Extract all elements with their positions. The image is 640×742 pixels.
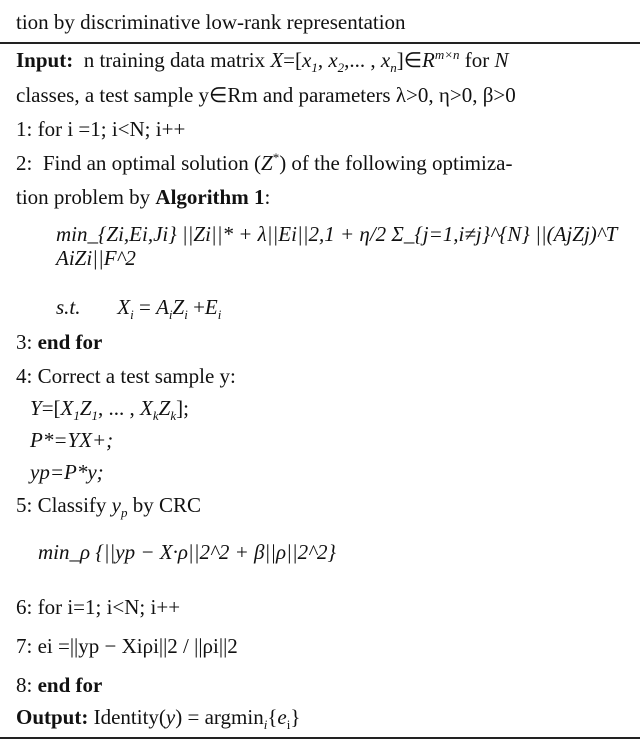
- objective-equation: min_{Zi,Ei,Ji} ||Zi||* + λ||Ei||2,1 + η/2 Σ_{j=1,i≠j}^{N} ||(AjZj)^T AiZi||F^2: [56, 222, 617, 270]
- output-label: Output:: [16, 705, 89, 729]
- step-3: 3: end for: [16, 330, 103, 354]
- output-line: Output: Identity(y) = $argmin_i\{e_i\}$: [16, 705, 301, 733]
- step-5: 5: Classify $y_p$ by CRC: [16, 493, 202, 521]
- step-2a: 2: Find an optimal solution (Z*) of the following optimiza-: [16, 150, 513, 175]
- input-line-1: Input: n training data matrix $X=[x_1$, $x_2$,... , $x_n]\in R^{m\times n}$ for N: [16, 47, 509, 76]
- step-6: 6: for i=1; i<N; i++: [16, 595, 181, 619]
- step-4c: yp=P*y;: [30, 460, 104, 484]
- input-label: Input:: [16, 48, 74, 72]
- bottom-rule: [0, 737, 640, 739]
- step-4a: $Y=[X_1Z_1$, ... , $X_kZ_k$];: [30, 396, 189, 424]
- top-rule: [0, 42, 640, 44]
- step-2b: tion problem by Algorithm 1:: [16, 185, 271, 209]
- constraint-equation: s.t. $X_i = A_iZ_i +E_i$: [56, 295, 222, 323]
- step-7: 7: ei =||yp − Xiρi||2 / ||ρi||2: [16, 634, 238, 658]
- crc-equation: min_ρ {||yp − X·ρ||2^2 + β||ρ||2^2}: [38, 540, 336, 564]
- step-4b: P*=YX+;: [30, 428, 114, 452]
- caption-tail: tion by discriminative low-rank representation: [16, 10, 406, 34]
- step-1: 1: for i =1; i<N; i++: [16, 117, 186, 141]
- input-line-2: classes, a test sample y∈Rm and parameters λ>0, η>0, β>0: [16, 83, 516, 107]
- step-8: 8: end for: [16, 673, 103, 697]
- step-4: 4: Correct a test sample y:: [16, 364, 236, 388]
